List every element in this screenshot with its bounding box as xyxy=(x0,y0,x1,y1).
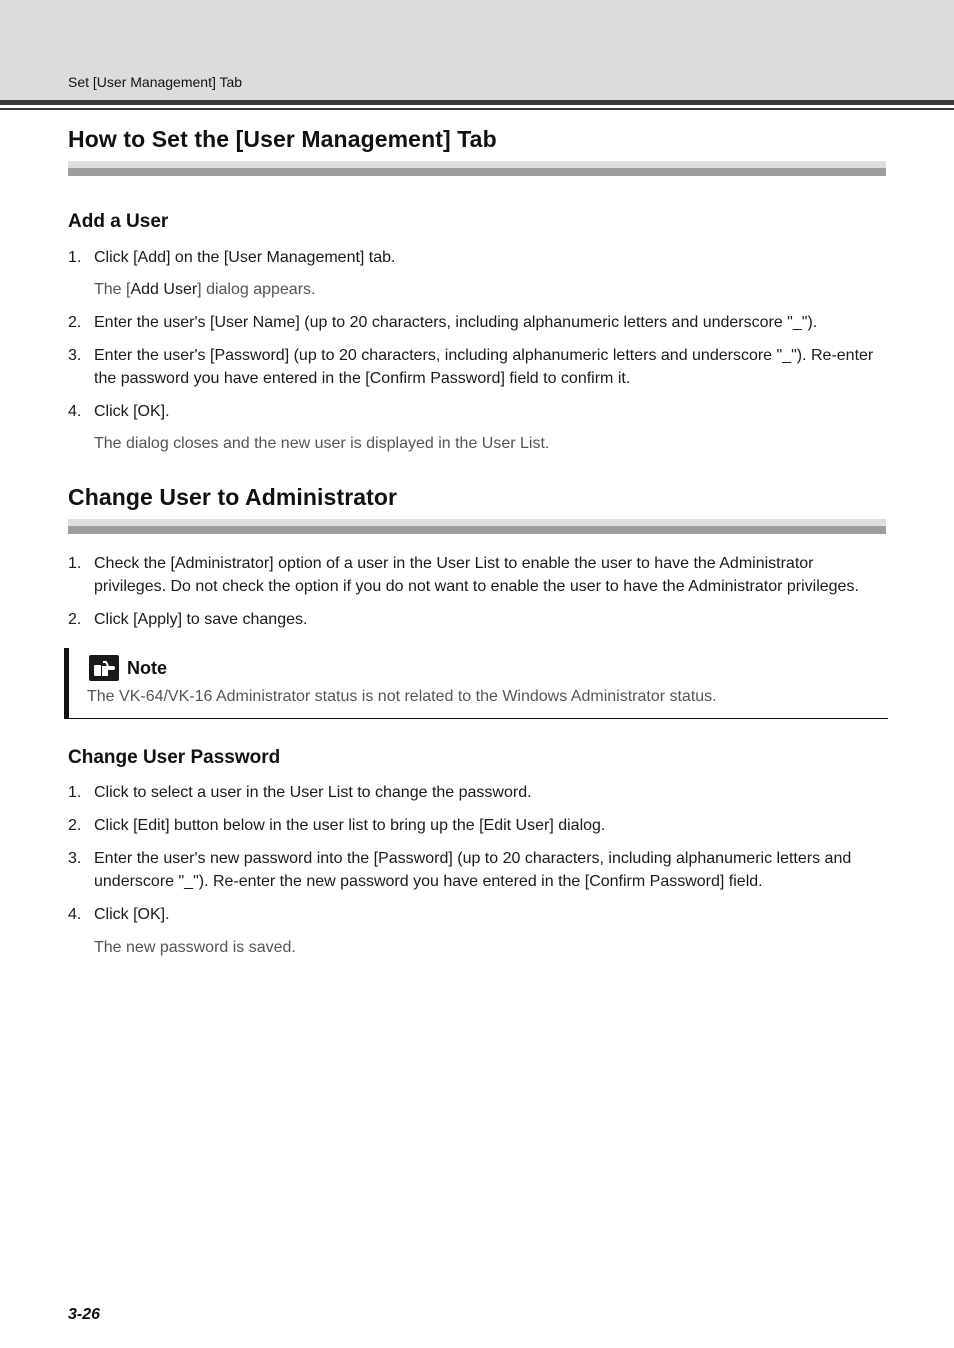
page-content xyxy=(68,112,886,959)
step-result: The dialog closes and the new user is displayed in the User List. xyxy=(94,435,550,452)
header-rule-thick xyxy=(0,100,954,105)
pointing-hand-icon xyxy=(89,655,119,681)
running-header: Set [User Management] Tab xyxy=(68,74,243,90)
note-title: Note xyxy=(127,657,167,678)
list-item: 4. Click [OK]. xyxy=(68,403,170,420)
list-item: 1. Click [Add] on the [User Management] tab. xyxy=(68,249,396,266)
section-title-user-management: How to Set the [User Management] Tab xyxy=(68,126,497,152)
list-item: 3. Enter the user's [Password] (up to 20 characters, including alphanumeric letters and underscore "_"). Re-enter the password you have entered in the [Confirm Password] field to confirm it. xyxy=(68,347,874,387)
list-item: 2. Click [Edit] button below in the user list to bring up the [Edit User] dialog. xyxy=(68,817,606,834)
subheading-add-user: Add a User xyxy=(68,211,169,232)
page-number: 3-26 xyxy=(68,1306,101,1323)
section-bar xyxy=(68,161,886,176)
list-item: 1. Check the [Administrator] option of a user in the User List to enable the user to have the Administrator privileges. Do not check the option if you do not want to enable the user to have the Administrator privileges. xyxy=(68,555,859,595)
add-user-steps-cont xyxy=(68,311,886,423)
note-header xyxy=(89,654,888,682)
list-item: 2. Click [Apply] to save changes. xyxy=(68,611,308,628)
section-bar xyxy=(68,519,886,534)
list-item: 1. Click to select a user in the User List to change the password. xyxy=(68,784,532,801)
change-password-steps xyxy=(68,781,886,926)
administrator-steps xyxy=(68,552,886,631)
add-user-steps xyxy=(68,246,886,269)
section-title-administrator: Change User to Administrator xyxy=(68,484,398,510)
subheading-change-password: Change User Password xyxy=(68,747,281,768)
header-rule-thin xyxy=(0,108,954,110)
step-result: The [Add User] dialog appears. xyxy=(94,281,316,298)
note-text: The VK-64/VK-16 Administrator status is not related to the Windows Administrator status. xyxy=(87,688,717,705)
note-box xyxy=(64,648,888,719)
list-item: 4. Click [OK]. xyxy=(68,906,170,923)
list-item: 3. Enter the user's new password into the [Password] (up to 20 characters, including alphanumeric letters and underscore "_"). Re-enter the new password you have entered in the [Confirm Password] field. xyxy=(68,850,852,890)
list-item: 2. Enter the user's [User Name] (up to 20 characters, including alphanumeric letters and underscore "_"). xyxy=(68,314,818,331)
step-result: The new password is saved. xyxy=(94,939,296,956)
